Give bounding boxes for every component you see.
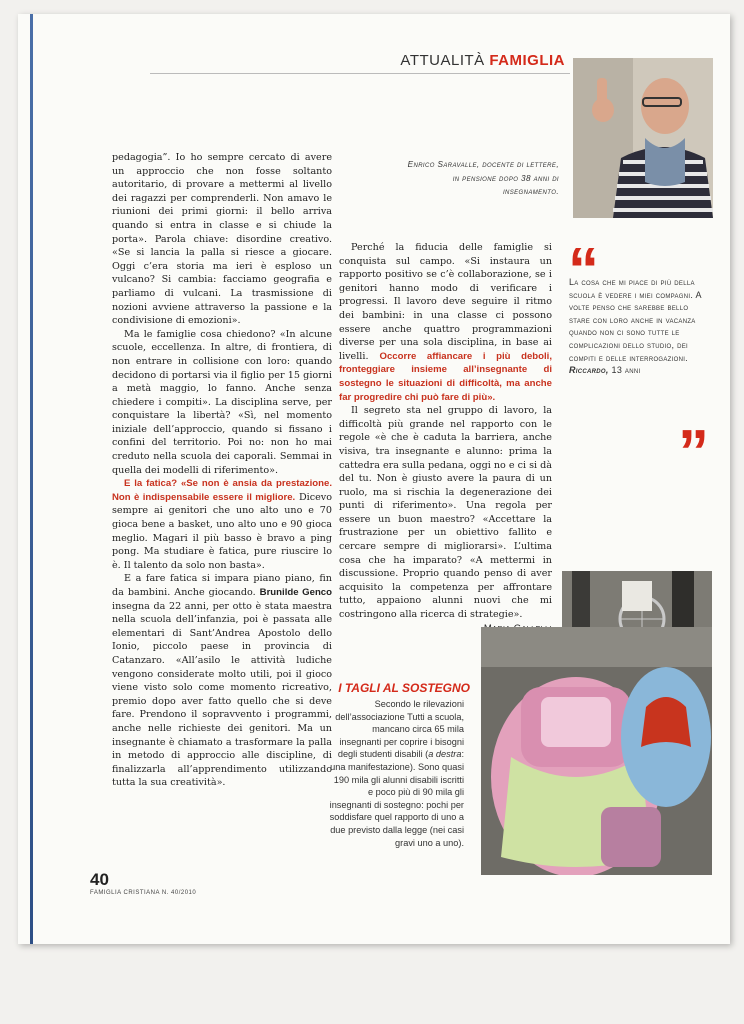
pull-quote [566,236,712,487]
highlight-text: E la fatica? «Se non è ansia da prestazione. Non è indispensabile essere il migliore. [112,478,332,503]
paragraph: pedagogia”. Io ho sempre cercato di avere un approccio che non fosse soltanto autoritario, di provare a mettermi al livello dei ragazzi per comprenderli. Non amavo le riunioni dei primi giorni: il bello arriva quando si entra in classe e si chiude la porta». Parola chiave: disordine creativo. «Se si lancia la palla si riesce a giocare. Oggi c’era storia ma ieri è esploso un vulcano? Si cambia: facciamo geografia e parliamo di vulcani. La trasmissione di nozioni avviene attraverso la passione e la condivisione di emozioni». [112,152,332,327]
sidebar-text-part: Secondo le rilevazioni dell’associazione Tutti a scuola, mancano circa 65 mila insegnanti per coprire i bisogni degli studenti disabili ( [335,699,464,760]
paragraph-text: Perché la fiducia delle famiglie si conquista sul campo. «Si instaura un rapporto positivo se c’è collaborazione, se i genitori hanno modo di verificare i progressi. Il lavoro deve seguire il ritmo dei bambini: in una classe ci possono essere anche quattro programmazioni diverse per una sola disciplina, in base ai livelli. [339,242,552,362]
page-spine [30,14,33,944]
close-quote-icon: ” [678,418,709,487]
sidebar-text-part: : una manifestazione). Sono quasi 190 mila gli alunni disabili iscritti e poco più di 90 mila gli insegnanti di sostegno: pochi per soddisfare quel rapporto di uno a due previsto dalla legge (nei casi gravi uno a uno). [329,749,464,848]
sidebar-text [328,698,464,849]
photo-caption: Enrico Saravalle, docente di lettere, in pensione dopo 38 anni di insegnamento. [407,160,559,196]
paragraph-text: insegna da 22 anni, per otto è stata maestra nella scuola dell’infanzia, poi è passata alle elementari di Sant’Andrea Apostolo dello Ionio, piccolo paese in provincia di Catanzaro. «All’asilo le attività ludiche vengono considerate molto utili, poi il gioco viene visto solo come momento ricreativo, premio dopo aver fatto quello che si deve fare. Prendono il sopravvento i programmi, anche nelle richieste dei genitori. Ma un insegnante è chiamato a trasformare la palla in metodo di approccio alle discipline, di finalizzarla all’apprendimento utilizzando tutta la sua creatività». [112,600,332,789]
paragraph: Il segreto sta nel gruppo di lavoro, la difficoltà più grande nel rapporto con le regole «è che è caduta la barriera, anche visiva, tra insegnante e alunno: prima la cattedra era sulla pedana, oggi no e ci si dà del tu. Non è giusto avere la paura di un ruolo, ma si rischia la degenerazione dei punti di riferimento». Una regola per essere un buon maestro? «Accettare la frustrazione per un obiettivo fallito e cercare sempre di migliorarsi». L’ultima cosa che ha imparato? «A mettermi in discussione. Proprio quando penso di aver acquisito la competenza per affrontare tutto, appaiono alunni nuovi che mi costringono alla ricerca di strategie». [339,405,552,621]
magazine-footer: FAMIGLIA CRISTIANA N. 40/2010 [90,890,197,896]
quote-author-age: 13 anni [611,365,641,376]
paragraph [339,241,552,404]
quote-text [569,276,709,377]
quote-body: La cosa che mi piace di più della scuola è vedere i miei compagni. A volte penso che sarebbe bello stare con loro anche in vacanza quando non ci sono tutte le complicazioni dello studio, dei compiti e delle interrogazioni. [569,277,702,363]
page-number: 40 [90,870,109,889]
paragraph: Ma le famiglie cosa chiedono? «In alcune scuole, eccellenza. In altre, di frontiera, di non entrare in collisione con loro: quando decidono di portarsi via il figlio per 15 giorni a metà maggio, lo fanno. Anche senza chiedere i compiti». La disciplina serve, per conquistare la libertà? «Sì, nel momento iniziale dell’approccio, quando si fissano i confini del territorio. Poi no: non ho mai creduto nella scuola dei caporali. Semmai in quella dei modelli di riferimento». [112,328,332,476]
article-column-2 [339,241,552,635]
section-label: ATTUALITÀ [400,52,485,69]
open-quote-icon: “ [568,236,599,305]
section-topic: FAMIGLIA [489,52,565,69]
header-rule [150,73,570,74]
sidebar-text-italic: a destra [428,749,462,760]
sidebar-title: I TAGLI AL SOSTEGNO [338,681,470,695]
section-header [395,52,565,69]
teacher-portrait-photo [573,58,713,218]
highlight-text: Occorre affiancare i più deboli, fronteggiare insieme all’insegnante di sostegno le situazioni di difficoltà, ma anche far progredire chi può fare di più». [339,350,552,403]
paragraph-text: E a fare fatica si impara piano piano, fin da bambini. Anche giocando. [112,573,332,598]
paragraph [112,477,332,572]
paragraph-text: Dicevo sempre ai genitori che uno alto uno e 70 gioca bene a basket, uno alto uno e 90 gioca meglio. Magari il più basso è bravo a ping pong. Ma studiare è fatica, pure riuscire lo è. Il talento da solo non basta». [112,491,332,571]
article-column-1 [112,151,332,790]
school-backpacks-photo [481,627,712,875]
quote-author: Riccardo, [569,365,609,376]
person-name: Brunilde Genco [259,587,332,598]
paragraph [112,572,332,790]
